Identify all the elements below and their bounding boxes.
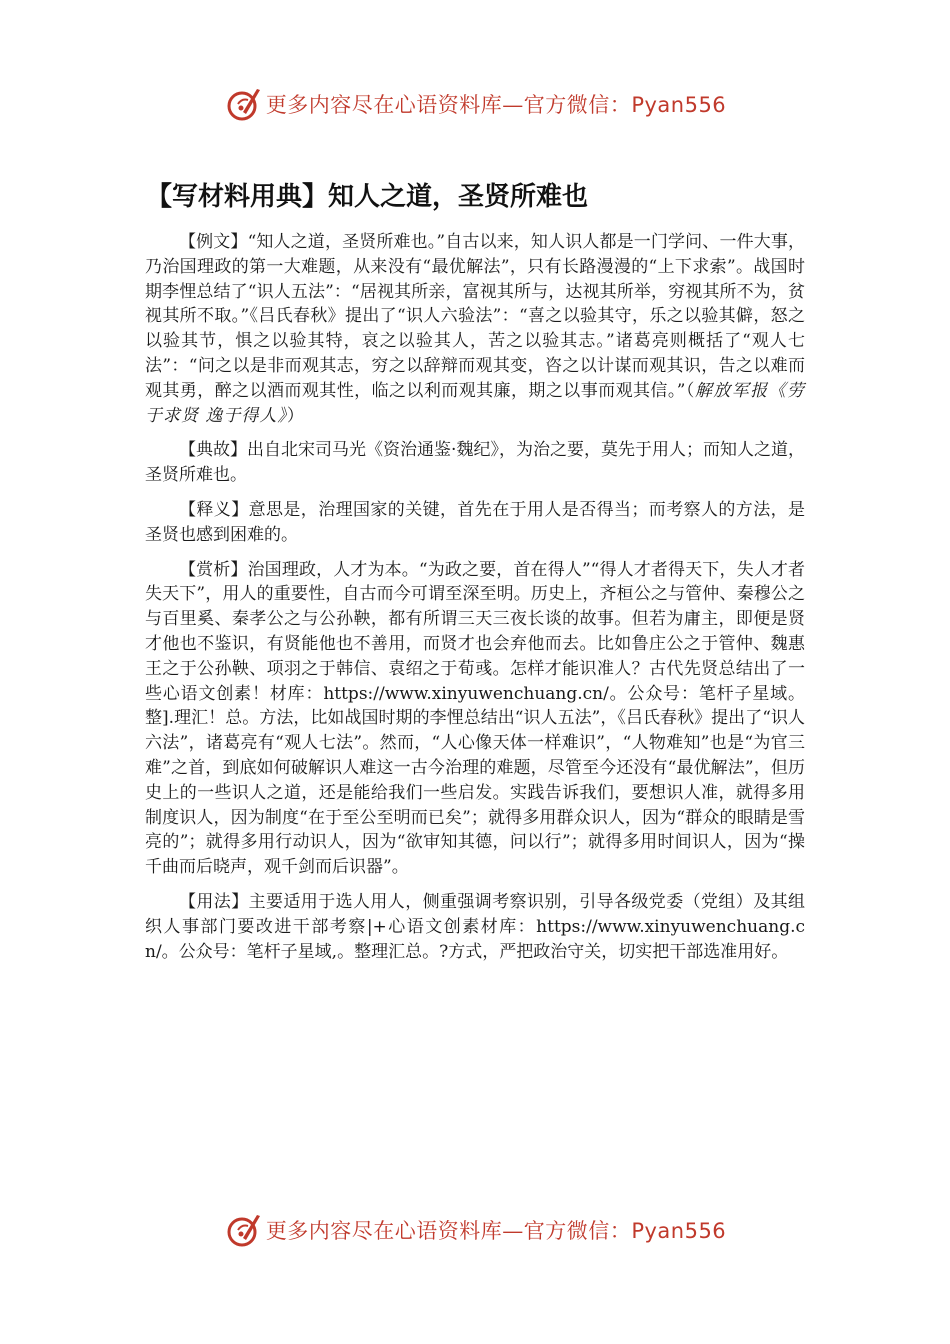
paragraph-meaning bbox=[145, 498, 805, 548]
allusion-text: 出自北宋司马光《资治通鉴·魏纪》，为治之要，莫先于用人；而知人之道，圣贤所难也。 bbox=[145, 440, 806, 486]
label-example: 【例文】 bbox=[179, 232, 248, 252]
footer-text: 更多内容尽在心语资料库—官方微信：Pyan556 bbox=[265, 1219, 727, 1243]
example-text: “知人之道，圣贤所难也。”自古以来，知人识人都是一门学问、一件大事，乃治国理政的第一大难题，从来没有“最优解法”，只有长路漫漫的“上下求索”。战国时期李悝总结了“识人五法”：“居视其所亲，富视其所与，达视其所举，穷视其所不为，贫视其所不取。”《吕氏春秋》提出了“识人六验法”：“喜之以验其守，乐之以验其僻，怒之以验其节，惧之以验其特，哀之以验其人，苦之以验其志。”诸葛亮则概括了“观人七法”：“问之以是非而观其志，穷之以辞辩而观其变，咨之以计谋而观其识，告之以难而观其勇，醉之以酒而观其性，临之以利而观其廉，期之以事而观其信。”（ bbox=[145, 232, 805, 401]
quill-logo-icon bbox=[224, 84, 264, 124]
label-usage: 【用法】 bbox=[179, 891, 249, 912]
footer-banner bbox=[0, 1210, 950, 1250]
paragraph-usage bbox=[145, 890, 805, 964]
meaning-text: 意思是，治理国家的关键，首先在于用人是否得当；而考察人的方法，是圣贤也感到困难的。 bbox=[145, 499, 806, 545]
label-allusion: 【典故】 bbox=[179, 440, 248, 461]
paragraph-appreciation bbox=[145, 558, 805, 880]
quill-logo-icon bbox=[224, 1210, 264, 1250]
paragraph-example bbox=[145, 230, 805, 428]
header-banner bbox=[0, 84, 950, 124]
label-appreciation: 【赏析】 bbox=[179, 559, 248, 580]
appreciation-text: 治国理政，人才为本。“为政之要，首在得人”“得人才者得天下，失人才者失天下”，用人的重要性，自古而今可谓至深至明。历史上，齐桓公之与管仲、秦穆公之与百里奚、秦孝公之与公孙鞅，都有所谓三天三夜长谈的故事。但若为庸主，即便是贤才他也不鉴识，有贤能他也不善用，而贤才也会弃他而去。比如鲁庄公之于管仲、魏惠王之于公孙鞅、项羽之于韩信、袁绍之于荀彧。怎样才能识准人？古代先贤总结出了一些心语文创素！材库：https://www.xinyuwenchuang.cn/。公众号：笔杆子星域。整].理汇！总。方法，比如战国时期的李悝总结出“识人五法”，《吕氏春秋》提出了“识人六法”，诸葛亮有“观人七法”。然而，“人心像天体一样难识”，“人物难知”也是“为官三难”之首，到底如何破解识人难这一古今治理的难题，尽管至今还没有“最优解法”，但历史上的一些识人之道，还是能给我们一些启发。实践告诉我们，要想识人准，就得多用制度识人，因为制度“在于至公至明而已矣”；就得多用群众识人，因为“群众的眼睛是雪亮的”；就得多用行动识人，因为“欲审知其德，问以行”；就得多用时间识人，因为“操千曲而后晓声，观千剑而后识器”。 bbox=[145, 559, 805, 878]
example-source: 解放军报《劳于求贤 逸于得人》 bbox=[145, 380, 805, 426]
page-title: 【写材料用典】知人之道，圣贤所难也 bbox=[146, 182, 589, 212]
usage-text: 主要适用于选人用人，侧重强调考察识别，引导各级党委（党组）及其组织人事部门要改进干部考察|+心语文创素材库：https://www.xinyuwenchuang.cn/。公众号：笔杆子星域,。整理汇总。?方式，严把政治守关，切实把干部选准用好。 bbox=[145, 891, 806, 962]
paragraph-allusion bbox=[145, 438, 805, 488]
label-meaning: 【释义】 bbox=[179, 499, 249, 520]
article-body bbox=[145, 230, 805, 974]
example-tail: ） bbox=[286, 405, 304, 426]
header-text: 更多内容尽在心语资料库—官方微信：Pyan556 bbox=[265, 93, 727, 117]
